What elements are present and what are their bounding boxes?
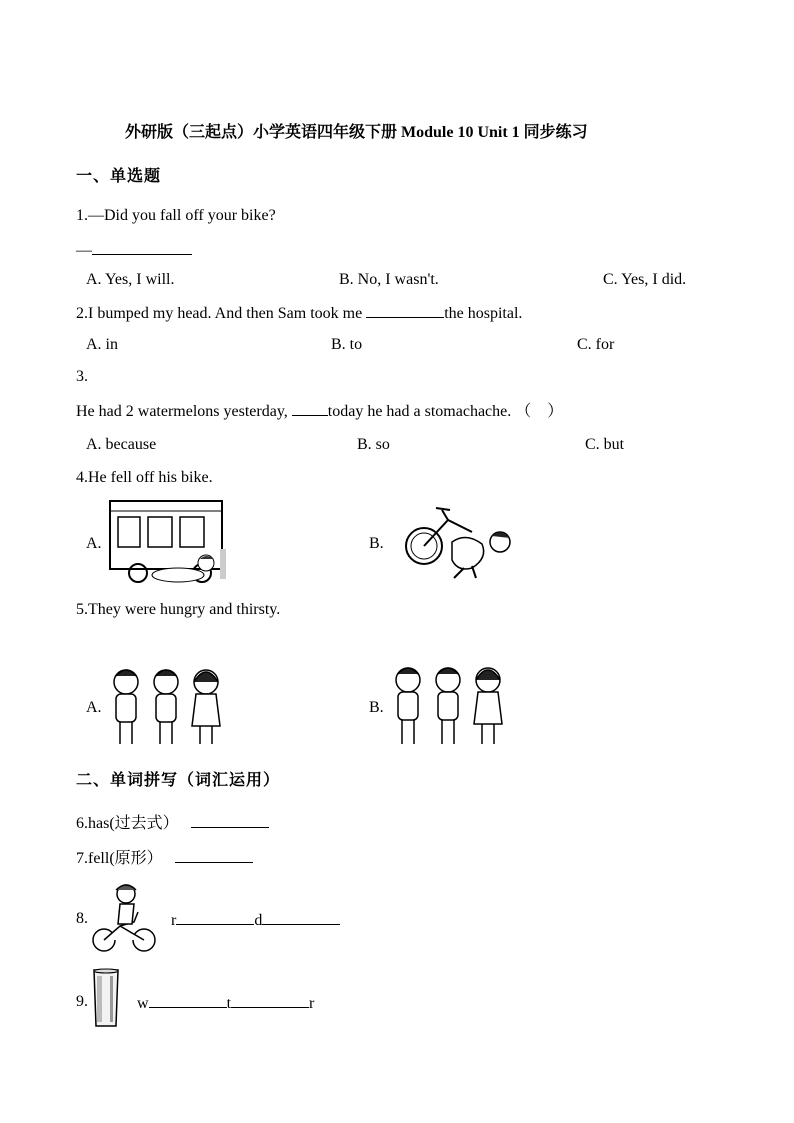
question-3-answer-paren[interactable]: （ ） <box>515 403 564 420</box>
question-9-blank-1[interactable] <box>149 993 227 1008</box>
question-8-number: 8. <box>76 910 88 927</box>
question-1-option-b[interactable]: B. No, I wasn't. <box>339 271 439 288</box>
question-2-text-after: the hospital. <box>444 305 523 322</box>
question-6-line <box>76 813 269 833</box>
question-8-blank-1[interactable] <box>176 910 254 925</box>
question-6-prompt: 6.has(过去式） <box>76 815 179 832</box>
question-8-spelling <box>171 910 340 930</box>
question-1-stem: 1.—Did you fall off your bike? <box>76 207 276 224</box>
question-3-option-c[interactable]: C. but <box>585 436 625 453</box>
question-3-text-after: today he had a stomachache. <box>327 403 512 420</box>
question-5-stem: 5.They were hungry and thirsty. <box>76 601 281 618</box>
question-3-option-b[interactable]: B. so <box>357 436 390 453</box>
question-8-letter-2: d <box>254 912 263 929</box>
question-7-line <box>76 848 253 868</box>
question-3-option-a[interactable]: A. because <box>86 436 157 453</box>
question-3-text-before: He had 2 watermelons yesterday, <box>76 403 292 420</box>
question-9-blank-2[interactable] <box>231 993 309 1008</box>
answer-blank[interactable] <box>92 240 192 255</box>
question-1-option-a[interactable]: A. Yes, I will. <box>86 271 175 288</box>
question-2-blank[interactable] <box>366 303 444 318</box>
question-9-letter-2: t <box>226 995 232 1012</box>
bus-accident-image[interactable] <box>108 497 228 587</box>
question-2-option-c[interactable]: C. for <box>577 336 615 353</box>
question-8-letter-1: r <box>171 912 177 929</box>
question-3-number: 3. <box>76 368 88 385</box>
question-4-option-b-label[interactable]: B. <box>369 535 384 552</box>
question-5-option-a-label[interactable]: A. <box>86 699 102 716</box>
three-kids-thirsty-image[interactable] <box>390 660 510 750</box>
question-2-stem <box>76 303 522 323</box>
question-8-blank-2[interactable] <box>262 910 340 925</box>
question-2-option-b[interactable]: B. to <box>331 336 363 353</box>
section-heading-word-spelling: 二、单词拼写（词汇运用） <box>76 772 281 789</box>
glass-of-water-image <box>92 968 120 1030</box>
page-title: 外研版（三起点）小学英语四年级下册 Module 10 Unit 1 同步练习 <box>125 124 588 141</box>
three-kids-hungry-image[interactable] <box>108 664 228 750</box>
section-heading-single-choice: 一、单选题 <box>76 168 162 185</box>
question-9-number: 9. <box>76 993 88 1010</box>
question-2-option-a[interactable]: A. in <box>86 336 118 353</box>
question-9-spelling <box>137 993 314 1013</box>
question-3-blank[interactable] <box>292 401 328 416</box>
question-6-blank[interactable] <box>191 813 269 828</box>
question-1-option-c[interactable]: C. Yes, I did. <box>603 271 687 288</box>
question-2-text-before: 2.I bumped my head. And then Sam took me <box>76 305 367 322</box>
boy-riding-bike-image <box>90 882 158 954</box>
answer-dash: — <box>76 242 92 259</box>
question-9-letter-1: w <box>137 995 149 1012</box>
question-5-option-b-label[interactable]: B. <box>369 699 384 716</box>
question-9-letter-3: r <box>309 995 315 1012</box>
question-4-stem: 4.He fell off his bike. <box>76 469 213 486</box>
question-1-answer-line[interactable] <box>76 240 192 260</box>
boy-falling-off-bike-image[interactable] <box>402 502 514 580</box>
question-3-stem <box>76 401 563 421</box>
question-4-option-a-label[interactable]: A. <box>86 535 102 552</box>
question-7-blank[interactable] <box>175 848 253 863</box>
question-7-prompt: 7.fell(原形） <box>76 850 163 867</box>
